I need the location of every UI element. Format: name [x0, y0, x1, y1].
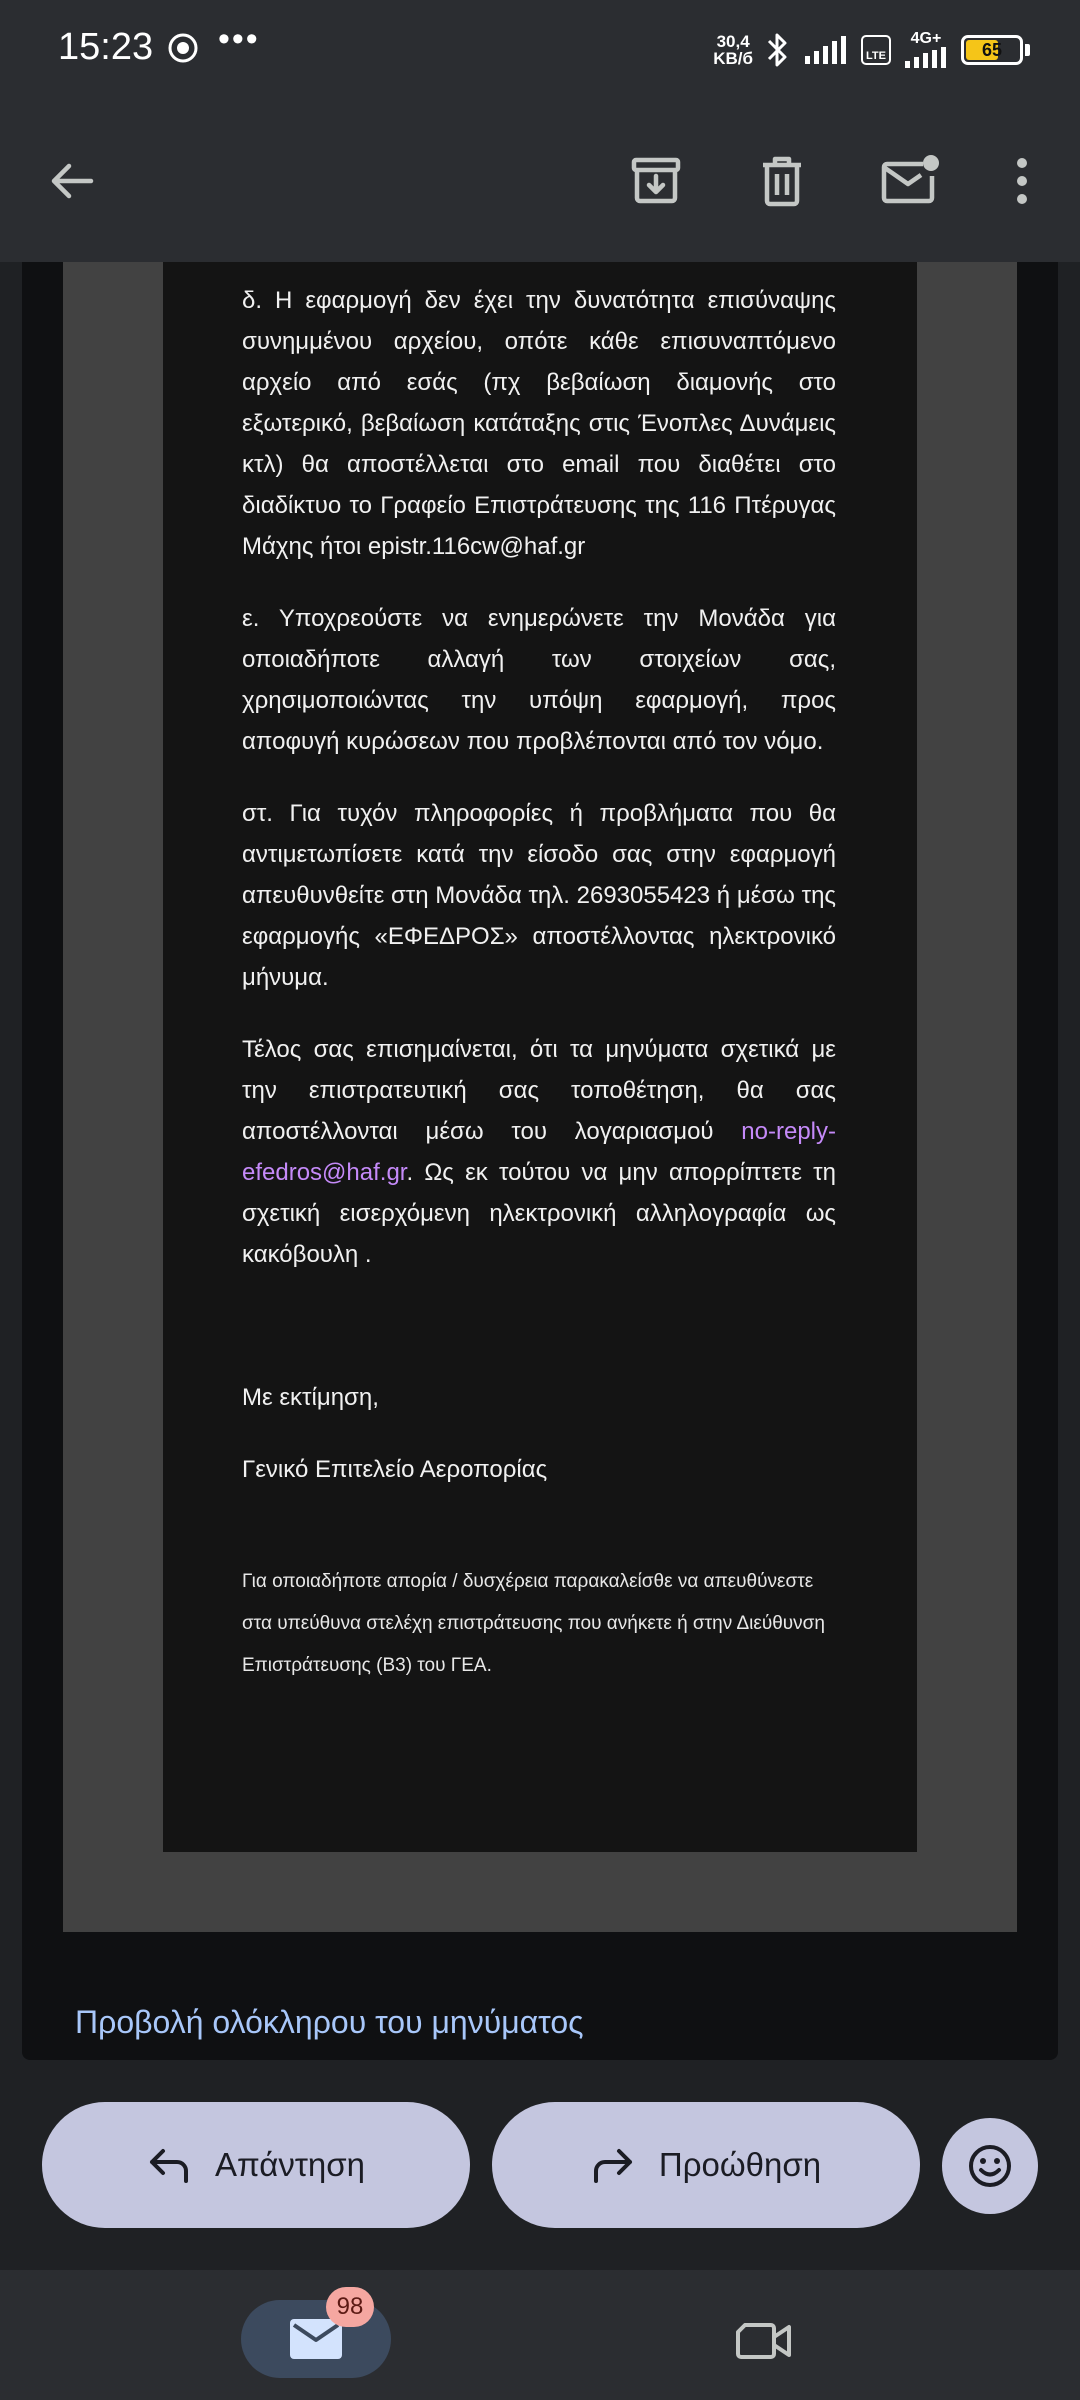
- archive-icon: [629, 154, 683, 208]
- bluetooth-icon: [765, 31, 791, 69]
- volte-icon: [861, 35, 891, 65]
- paragraph-final: [242, 1029, 836, 1275]
- email-content: [242, 280, 836, 1687]
- paragraph-e: ε. Υποχρεούστε να ενημερώνετε την Μονάδα για οποιαδήποτε αλλαγή των στοιχείων σας, χρησιμοποιώντας την υπόψη εφαρμογή, προς αποφυγή κυρώσεων που προβλέπονται από τον νόμο.: [242, 605, 836, 755]
- paragraph-st: στ. Για τυχόν πληροφορίες ή προβλήματα που θα αντιμετωπίσετε κατά την είσοδο σας στην εφαρμογή απευθυνθείτε στη Μονάδα τηλ. 2693055423 ή μέσω της εφαρμογής «ΕΦΕΔΡΟΣ» αποστέλλοντας ηλεκτρονικό μήνυμα.: [242, 800, 836, 991]
- mark-unread-icon: [879, 154, 941, 208]
- mark-unread-button[interactable]: [874, 145, 946, 217]
- battery-level: 65: [981, 39, 1003, 60]
- network-type: 4G+: [910, 30, 942, 47]
- archive-button[interactable]: [620, 145, 692, 217]
- paragraph-d: δ. Η εφαρμογή δεν έχει την δυνατότητα επισύναψης συνημμένου αρχείου, οπότε κάθε επισυναπτόμενο αρχείο από εσάς (πχ βεβαίωση διαμονής στο εξωτερικό, βεβαίωση κατάταξης στις Ένοπλες Δυνάμεις κτλ) θα αποστέλλεται στο email που διαθέτει στο διαδίκτυο το Γραφείο Επιστράτευσης της 116 Πτέρυγας Μάχης ήτοι epistr.116cw@haf.gr: [242, 287, 836, 560]
- more-vert-icon: [1012, 156, 1032, 206]
- record-dot-icon: [168, 33, 198, 63]
- efedros-email-link[interactable]: no-reply-efedros@haf.gr: [242, 1118, 836, 1186]
- forward-label: Προώθηση: [658, 2146, 822, 2183]
- lte-label: LTE: [866, 50, 886, 62]
- emoji-reaction-button[interactable]: [942, 2118, 1038, 2214]
- status-time: 15:23: [58, 26, 154, 68]
- reply-icon: [147, 2145, 191, 2185]
- video-camera-icon: [735, 2319, 793, 2363]
- network-speed-unit: KB/б: [713, 49, 753, 68]
- signal-2-icon: [903, 47, 949, 69]
- status-bar: [0, 0, 1080, 100]
- bottom-navigation: [0, 2270, 1080, 2400]
- delete-button[interactable]: [746, 145, 818, 217]
- closing-text: Με εκτίμηση,: [242, 1384, 379, 1411]
- email-body: [22, 262, 1058, 2060]
- unread-count-badge: 98: [326, 2287, 374, 2327]
- smiley-icon: [967, 2143, 1013, 2189]
- more-options-button[interactable]: [986, 145, 1058, 217]
- action-bar: [0, 2060, 1080, 2270]
- back-button[interactable]: [36, 145, 108, 217]
- reply-label: Απάντηση: [215, 2146, 365, 2183]
- nav-meet-tab[interactable]: [731, 2308, 797, 2374]
- status-indicators: [713, 28, 1030, 72]
- forward-button[interactable]: [492, 2102, 920, 2228]
- battery-icon: [961, 35, 1023, 65]
- network-speed: [713, 33, 753, 67]
- paragraph-final-text-end: . Ως εκ τούτου να μην απορρίπτετε τη σχετική εισερχόμενη ηλεκτρονική αλληλογραφία ως κακόβουλη .: [242, 1159, 836, 1268]
- forward-icon: [591, 2145, 635, 2185]
- status-more-dots: •••: [218, 20, 260, 58]
- sender-name: Γενικό Επιτελείο Αεροπορίας: [242, 1456, 548, 1483]
- email-toolbar: [0, 100, 1080, 262]
- back-arrow-icon: [47, 156, 97, 206]
- footnote-text: Για οποιαδήποτε απορία / δυσχέρεια παρακαλείσθε να απευθύνεστε στα υπεύθυνα στελέχη επιστράτευσης που ανήκετε ή στην Διεύθυνση Επιστράτευσης (Β3) του ΓΕΑ.: [242, 1571, 825, 1676]
- reply-button[interactable]: [42, 2102, 470, 2228]
- network-type-group: [903, 31, 949, 69]
- view-full-message-link[interactable]: Προβολή ολόκληρου του μηνύματος: [75, 2004, 584, 2040]
- network-speed-value: 30,4: [716, 32, 750, 51]
- delete-icon: [757, 154, 807, 208]
- paragraph-final-text: Τέλος σας επισημαίνεται, ότι τα μηνύματα σχετικά με την επιστρατευτική σας τοποθέτηση, θα σας αποστέλλονται μέσω του λογαριασμού: [242, 1036, 836, 1145]
- signal-icon: [803, 34, 849, 66]
- battery-cap: [1025, 44, 1030, 56]
